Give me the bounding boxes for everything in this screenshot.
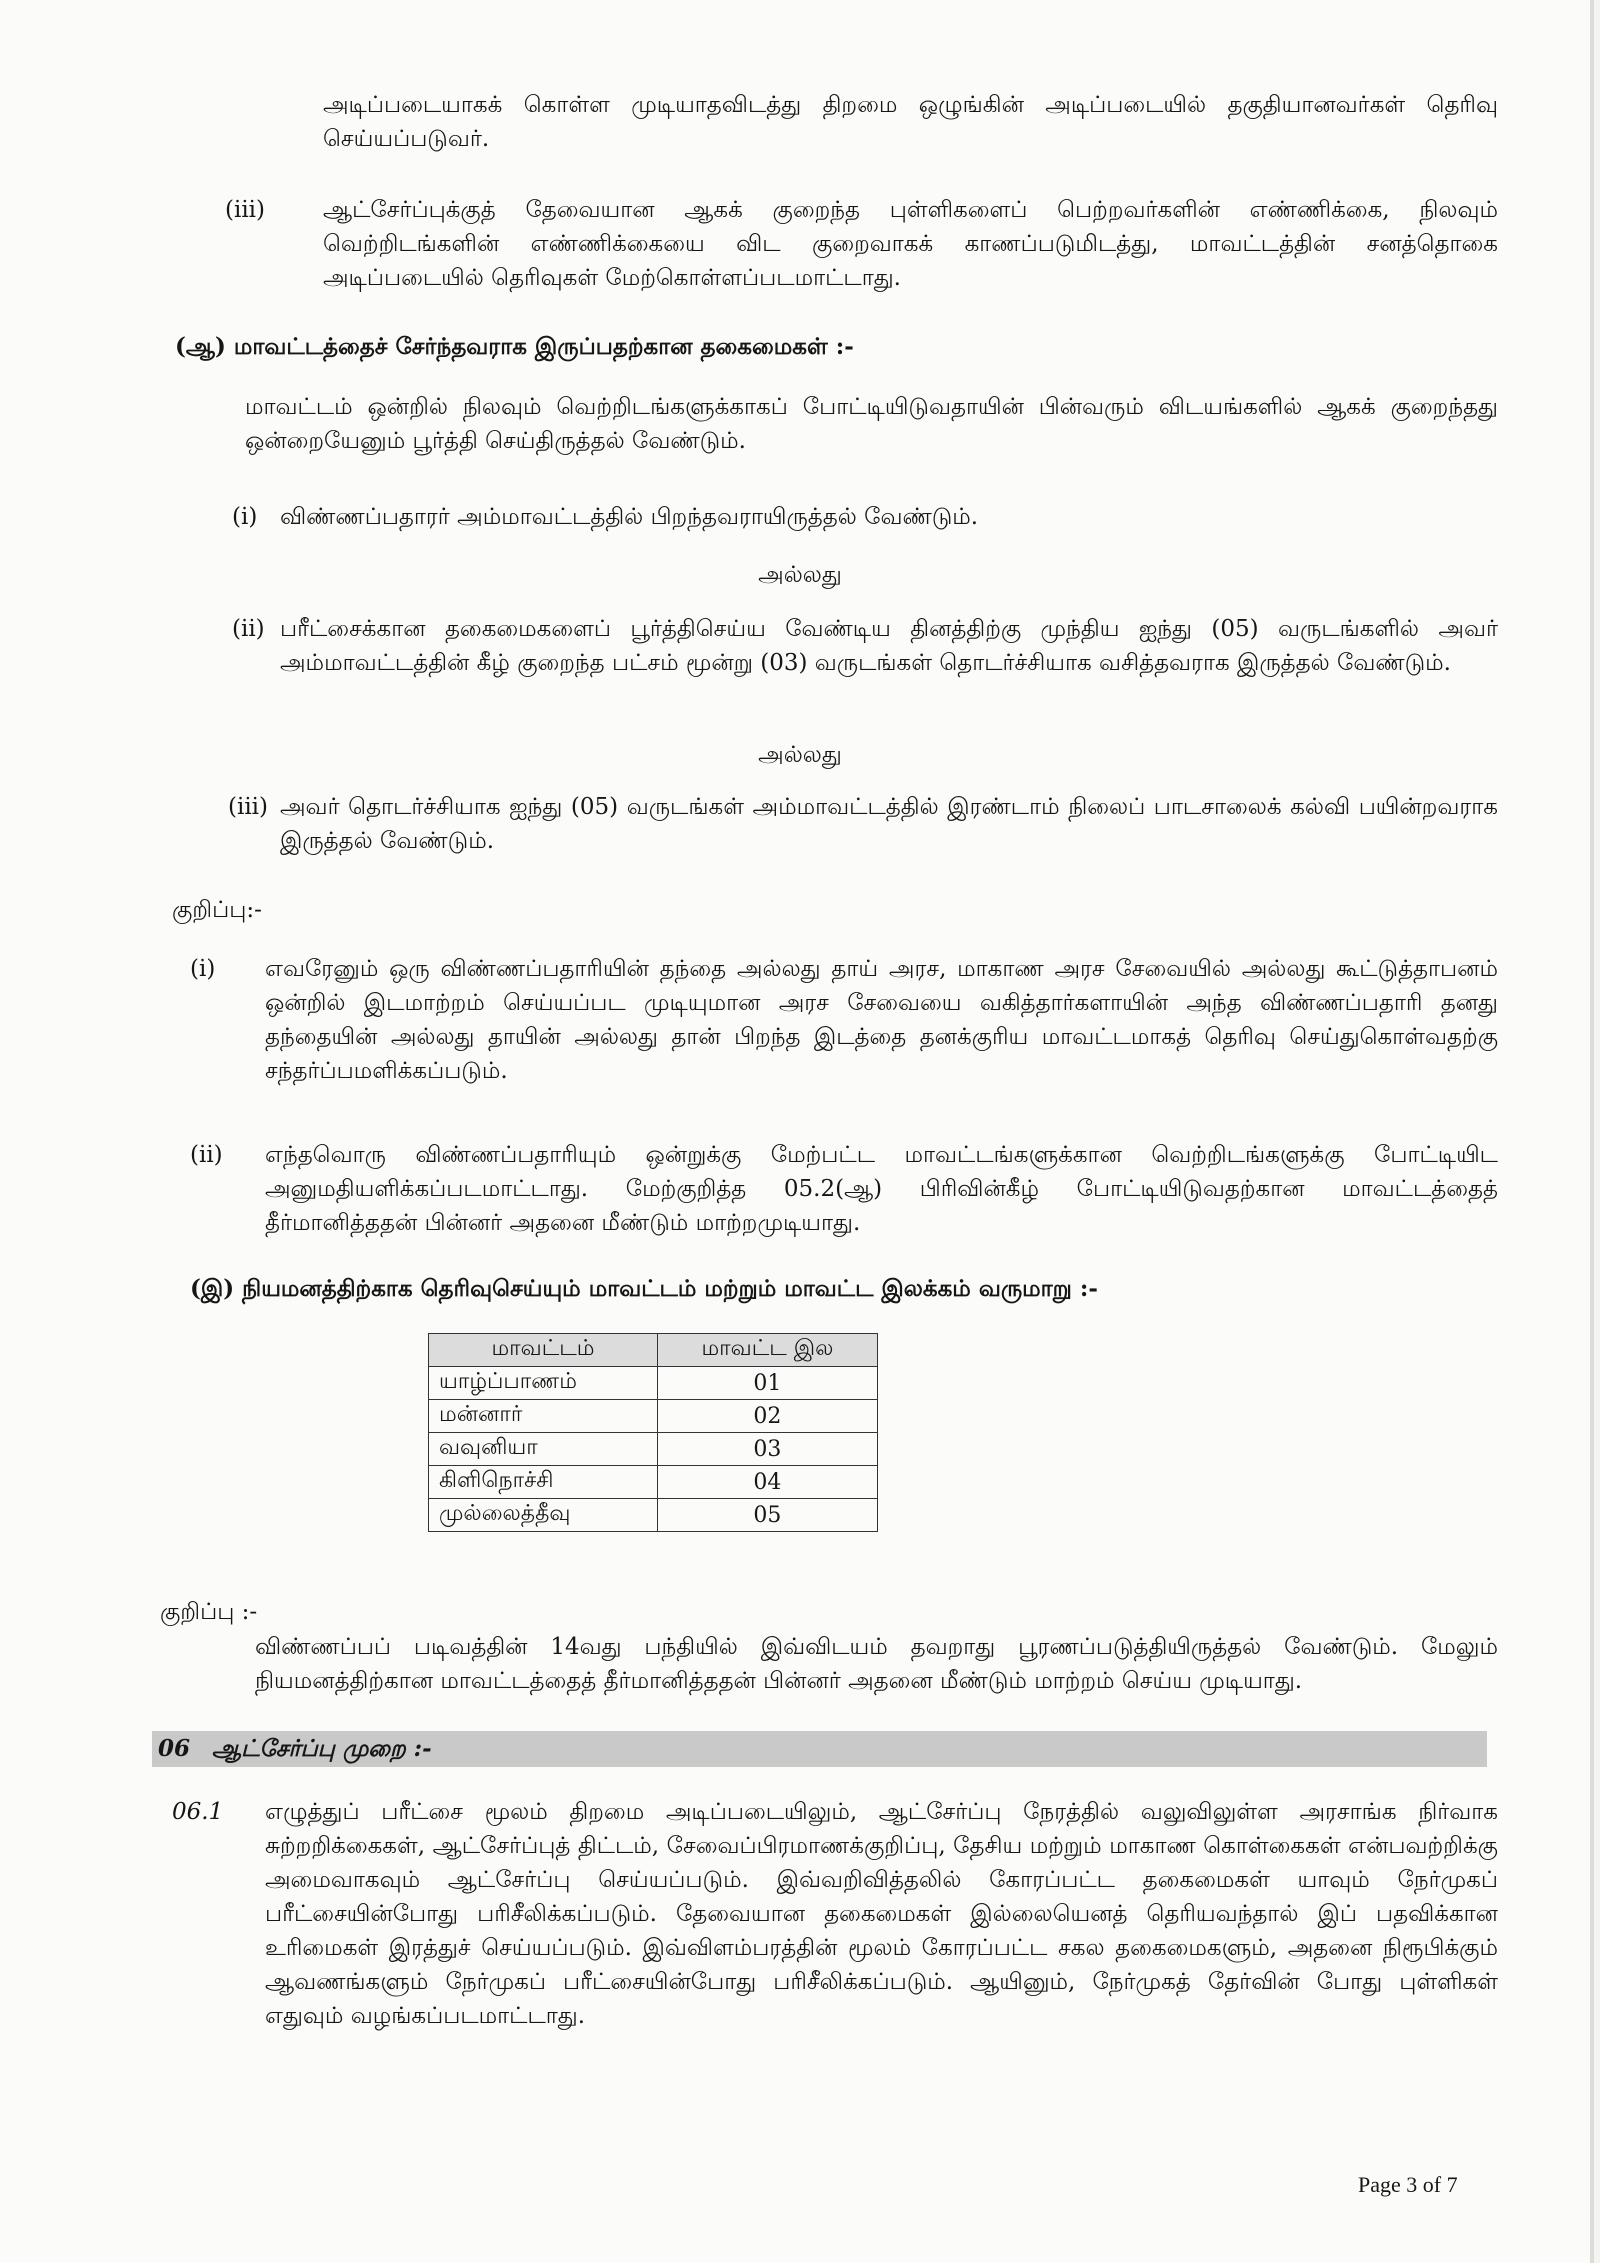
section-title: ஆட்சேர்ப்பு முறை :-: [212, 1735, 432, 1762]
district-ii-number: (ii): [232, 616, 265, 642]
district-code: 04: [657, 1466, 877, 1499]
or-separator-2: அல்லது: [758, 742, 842, 768]
note-label: குறிப்பு:-: [172, 897, 262, 923]
district-name: முல்லைத்தீவு: [429, 1499, 658, 1532]
note2-label: குறிப்பு :-: [160, 1599, 258, 1625]
district-name: கிளிநொச்சி: [429, 1466, 658, 1499]
heading-district-qualifications: (ஆ) மாவட்டத்தைச் சேர்ந்தவராக இருப்பதற்கான தகைமைகள் :-: [175, 333, 854, 360]
table-row: [429, 1466, 878, 1499]
district-name: யாழ்ப்பாணம்: [429, 1367, 658, 1400]
table-header-district: மாவட்டம்: [429, 1334, 658, 1367]
note2-text: விண்ணப்பப் படிவத்தின் 14வது பந்தியில் இவ்விடயம் தவறாது பூரணப்படுத்தியிருத்தல் வேண்டும். மேலும் நியமனத்திற்கான மாவட்டத்தைத் தீர்மானித்ததன் பின்னர் அதனை மீண்டும் மாற்றம் செய்ய முடியாது.: [255, 1634, 1498, 1694]
district-i-number: (i): [232, 504, 258, 530]
district-code: 01: [657, 1367, 877, 1400]
table-header-row: [429, 1334, 878, 1367]
note-ii-text: எந்தவொரு விண்ணப்பதாரியும் ஒன்றுக்கு மேற்பட்ட மாவட்டங்களுக்கான வெற்றிடங்களுக்கு போட்டியிட அனுமதியளிக்கப்படமாட்டாது. மேற்குறித்த 05.2(ஆ) பிரிவின்கீழ் போட்டியிடுவதற்கான மாவட்டத்தைத் தீர்மானித்ததன் பின்னர் அதனை மீண்டும் மாற்றமுடியாது.: [265, 1142, 1498, 1236]
section-06-header: [152, 1731, 1487, 1767]
table-header-number: மாவட்ட இல: [657, 1334, 877, 1367]
district-i-text: விண்ணப்பதாரர் அம்மாவட்டத்தில் பிறந்தவராயிருத்தல் வேண்டும்.: [280, 504, 979, 530]
district-code: 02: [657, 1400, 877, 1433]
table-row: [429, 1433, 878, 1466]
clause-iii-text: ஆட்சேர்ப்புக்குத் தேவையான ஆகக் குறைந்த புள்ளிகளைப் பெற்றவர்களின் எண்ணிக்கை, நிலவும் வெற்றிடங்களின் எண்ணிக்கையை விட குறைவாகக் காணப்படுமிடத்து, மாவட்டத்தின் சனத்தொகை அடிப்படையில் தெரிவுகள் மேற்கொள்ளப்படமாட்டாது.: [323, 197, 1498, 291]
intro-paragraph: அடிப்படையாகக் கொள்ள முடியாதவிடத்து திறமை ஒழுங்கின் அடிப்படையில் தகுதியானவர்கள் தெரிவு செய்யப்படுவர்.: [323, 92, 1498, 152]
district-iii-text: அவர் தொடர்ச்சியாக ஐந்து (05) வருடங்கள் அம்மாவட்டத்தில் இரண்டாம் நிலைப் பாடசாலைக் கல்வி பயின்றவராக இருத்தல் வேண்டும்.: [280, 794, 1498, 854]
clause-iii-number: (iii): [225, 197, 266, 223]
section-number: 06: [158, 1735, 191, 1762]
note-i-number: (i): [190, 956, 216, 982]
table-row: [429, 1400, 878, 1433]
district-ii-text: பரீட்சைக்கான தகைமைகளைப் பூர்த்திசெய்ய வேண்டிய தினத்திற்கு முந்திய ஐந்து (05) வருடங்களில் அவர் அம்மாவட்டத்தின் கீழ் குறைந்த பட்சம் மூன்று (03) வருடங்கள் தொடர்ச்சியாக வசித்தவராக இருத்தல் வேண்டும்.: [280, 616, 1498, 676]
note-i-text: எவரேனும் ஒரு விண்ணப்பதாரியின் தந்தை அல்லது தாய் அரச, மாகாண அரச சேவையில் அல்லது கூட்டுத்தாபனம் ஒன்றில் இடமாற்றம் செய்யப்பட முடியுமான அரச சேவையை வகித்தார்களாயின் அந்த விண்ணப்பதாரி தனது தந்தையின் அல்லது தாயின் அல்லது தான் பிறந்த இடத்தை தனக்குரிய மாவட்டமாகத் தெரிவு செய்துகொள்வதற்கு சந்தர்ப்பமளிக்கப்படும்.: [265, 956, 1498, 1084]
page-footer: Page 3 of 7: [1358, 2172, 1458, 2197]
district-iii-number: (iii): [228, 794, 269, 820]
or-separator-1: அல்லது: [758, 562, 842, 588]
table-row: [429, 1367, 878, 1400]
table-row: [429, 1499, 878, 1532]
district-code: 03: [657, 1433, 877, 1466]
district-table: [428, 1333, 878, 1532]
district-name: மன்னார்: [429, 1400, 658, 1433]
district-code: 05: [657, 1499, 877, 1532]
district-name: வவுனியா: [429, 1433, 658, 1466]
clause-061-text: எழுத்துப் பரீட்சை மூலம் திறமை அடிப்படையிலும், ஆட்சேர்ப்பு நேரத்தில் வலுவிலுள்ள அரசாங்க நிர்வாக சுற்றறிக்கைகள், ஆட்சேர்ப்புத் திட்டம், சேவைப்பிரமாணக்குறிப்பு, தேசிய மற்றும் மாகாண கொள்கைகள் என்பவற்றிக்கு அமைவாகவும் ஆட்சேர்ப்பு செய்யப்படும். இவ்வறிவித்தலில் கோரப்பட்ட தகைமைகள் யாவும் நேர்முகப் பரீட்சையின்போது பரிசீலிக்கப்படும். தேவையான தகைமைகள் இல்லையெனத் தெரியவந்தால் இப் பதவிக்கான உரிமைகள் இரத்துச் செய்யப்படும். இவ்விளம்பரத்தின் மூலம் கோரப்பட்ட சகல தகைமைகளும், அதனை நிரூபிக்கும் ஆவணங்களும் நேர்முகப் பரீட்சையின்போது பரிசீலிக்கப்படும். ஆயினும், நேர்முகத் தேர்வின் போது புள்ளிகள் எதுவும் வழங்கப்படமாட்டாது.: [265, 1799, 1498, 2029]
clause-061-number: 06.1: [172, 1799, 224, 1825]
district-intro-paragraph: மாவட்டம் ஒன்றில் நிலவும் வெற்றிடங்களுக்காகப் போட்டியிடுவதாயின் பின்வரும் விடயங்களில் ஆகக் குறைந்தது ஒன்றையேனும் பூர்த்தி செய்திருத்தல் வேண்டும்.: [245, 394, 1498, 454]
heading-district-numbers: (இ) நியமனத்திற்காக தெரிவுசெய்யும் மாவட்டம் மற்றும் மாவட்ட இலக்கம் வருமாறு :-: [190, 1275, 1098, 1302]
note-ii-number: (ii): [190, 1142, 223, 1168]
